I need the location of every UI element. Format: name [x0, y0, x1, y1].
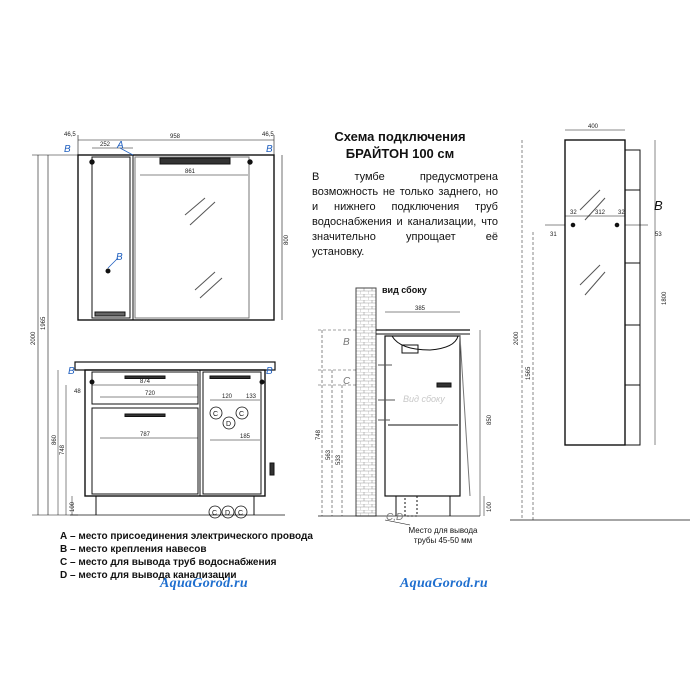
pipe-note: Место для вывода трубы 45-50 мм: [408, 526, 478, 545]
dim-base-top: 874: [140, 379, 151, 385]
dim-cabinet-height: 1965: [41, 316, 47, 330]
dim-mirror-side: 252: [100, 142, 111, 148]
dim-side-850: 850: [487, 414, 493, 425]
dim-mirror-inner: 861: [185, 169, 196, 175]
label-b-base-right: B: [266, 366, 273, 377]
dim-base-133: 133: [246, 394, 257, 400]
hole-label-c4: C: [238, 510, 244, 517]
label-b-right: B: [266, 144, 273, 155]
label-c-side: C: [343, 376, 351, 387]
hole-label-c2: C: [239, 411, 245, 418]
label-b-left: B: [64, 144, 71, 155]
dim-side-100: 100: [487, 501, 493, 512]
legend: [60, 530, 320, 582]
hole-label-c3: C: [212, 510, 218, 517]
dim-base-d1: 48: [74, 389, 81, 395]
dim-total-height: 2000: [31, 331, 37, 345]
legend-item-a: А – место присоединения электрического провода: [60, 531, 313, 542]
dim-mirror-offset-right: 46,5: [262, 132, 274, 138]
dim-mirror-height: 800: [284, 234, 290, 245]
dim-base-120: 120: [222, 394, 233, 400]
description-text: В тумбе предусмотрена возможность не только заднего, но и нижнего подключения труб водоснабжения и канализации, что значительно упрощает её установку.: [312, 171, 498, 258]
label-b-side: B: [343, 337, 350, 348]
dim-mirror-width: 958: [170, 134, 181, 140]
title-line-2: БРАЙТОН 100 см: [345, 146, 455, 161]
dim-base-mid: 720: [145, 391, 156, 397]
label-b-base-left: B: [68, 366, 75, 377]
front-base-cabinet: [58, 362, 285, 518]
legend-item-b: В – место крепления навесов: [60, 544, 207, 555]
hole-label-d1: D: [226, 421, 232, 428]
dim-col-312: 312: [595, 210, 606, 216]
column-side-view: [510, 130, 690, 520]
side-view-title: вид сбоку: [382, 285, 427, 295]
dim-col-32a: 32: [570, 210, 577, 216]
dim-col-1565: 1565: [526, 366, 532, 380]
dim-base-drawer: 787: [140, 432, 151, 438]
dim-col-2000: 2000: [514, 331, 520, 345]
dim-base-h1: 860: [52, 434, 58, 445]
side-view-watermark: Вид сбоку: [403, 394, 445, 404]
label-a: A: [117, 140, 124, 151]
dim-base-185: 185: [240, 434, 251, 440]
label-b-column: B: [654, 198, 663, 213]
dim-base-h2: 748: [60, 444, 66, 455]
title-line-1: Схема подключения: [334, 129, 466, 144]
dim-base-h3: 100: [70, 501, 76, 512]
dim-col-400: 400: [588, 124, 599, 130]
dim-side-385: 385: [415, 306, 426, 312]
label-b-mirror: B: [116, 252, 123, 263]
dim-side-533: 533: [336, 454, 342, 465]
dim-mirror-offset-left: 46,5: [64, 132, 76, 138]
hole-label-c1: C: [213, 411, 219, 418]
dim-col-53: 53: [655, 232, 662, 238]
brand-watermark-right: AquaGorod.ru: [400, 576, 489, 591]
dim-col-32b: 32: [618, 210, 625, 216]
side-view: [318, 288, 484, 516]
dim-side-563: 563: [326, 449, 332, 460]
dim-col-31: 31: [550, 232, 557, 238]
brand-watermark-left: AquaGorod.ru: [160, 576, 249, 591]
legend-item-c: С – место для вывода труб водоснабжения: [60, 557, 277, 568]
hole-label-d2: D: [225, 510, 231, 517]
front-mirror-cabinet: [78, 135, 282, 320]
legend-item-d: D – место для вывода канализации: [60, 570, 237, 581]
dim-side-748: 748: [316, 429, 322, 440]
dim-col-1800: 1800: [662, 291, 668, 305]
label-cd-side: C,D: [386, 512, 404, 523]
